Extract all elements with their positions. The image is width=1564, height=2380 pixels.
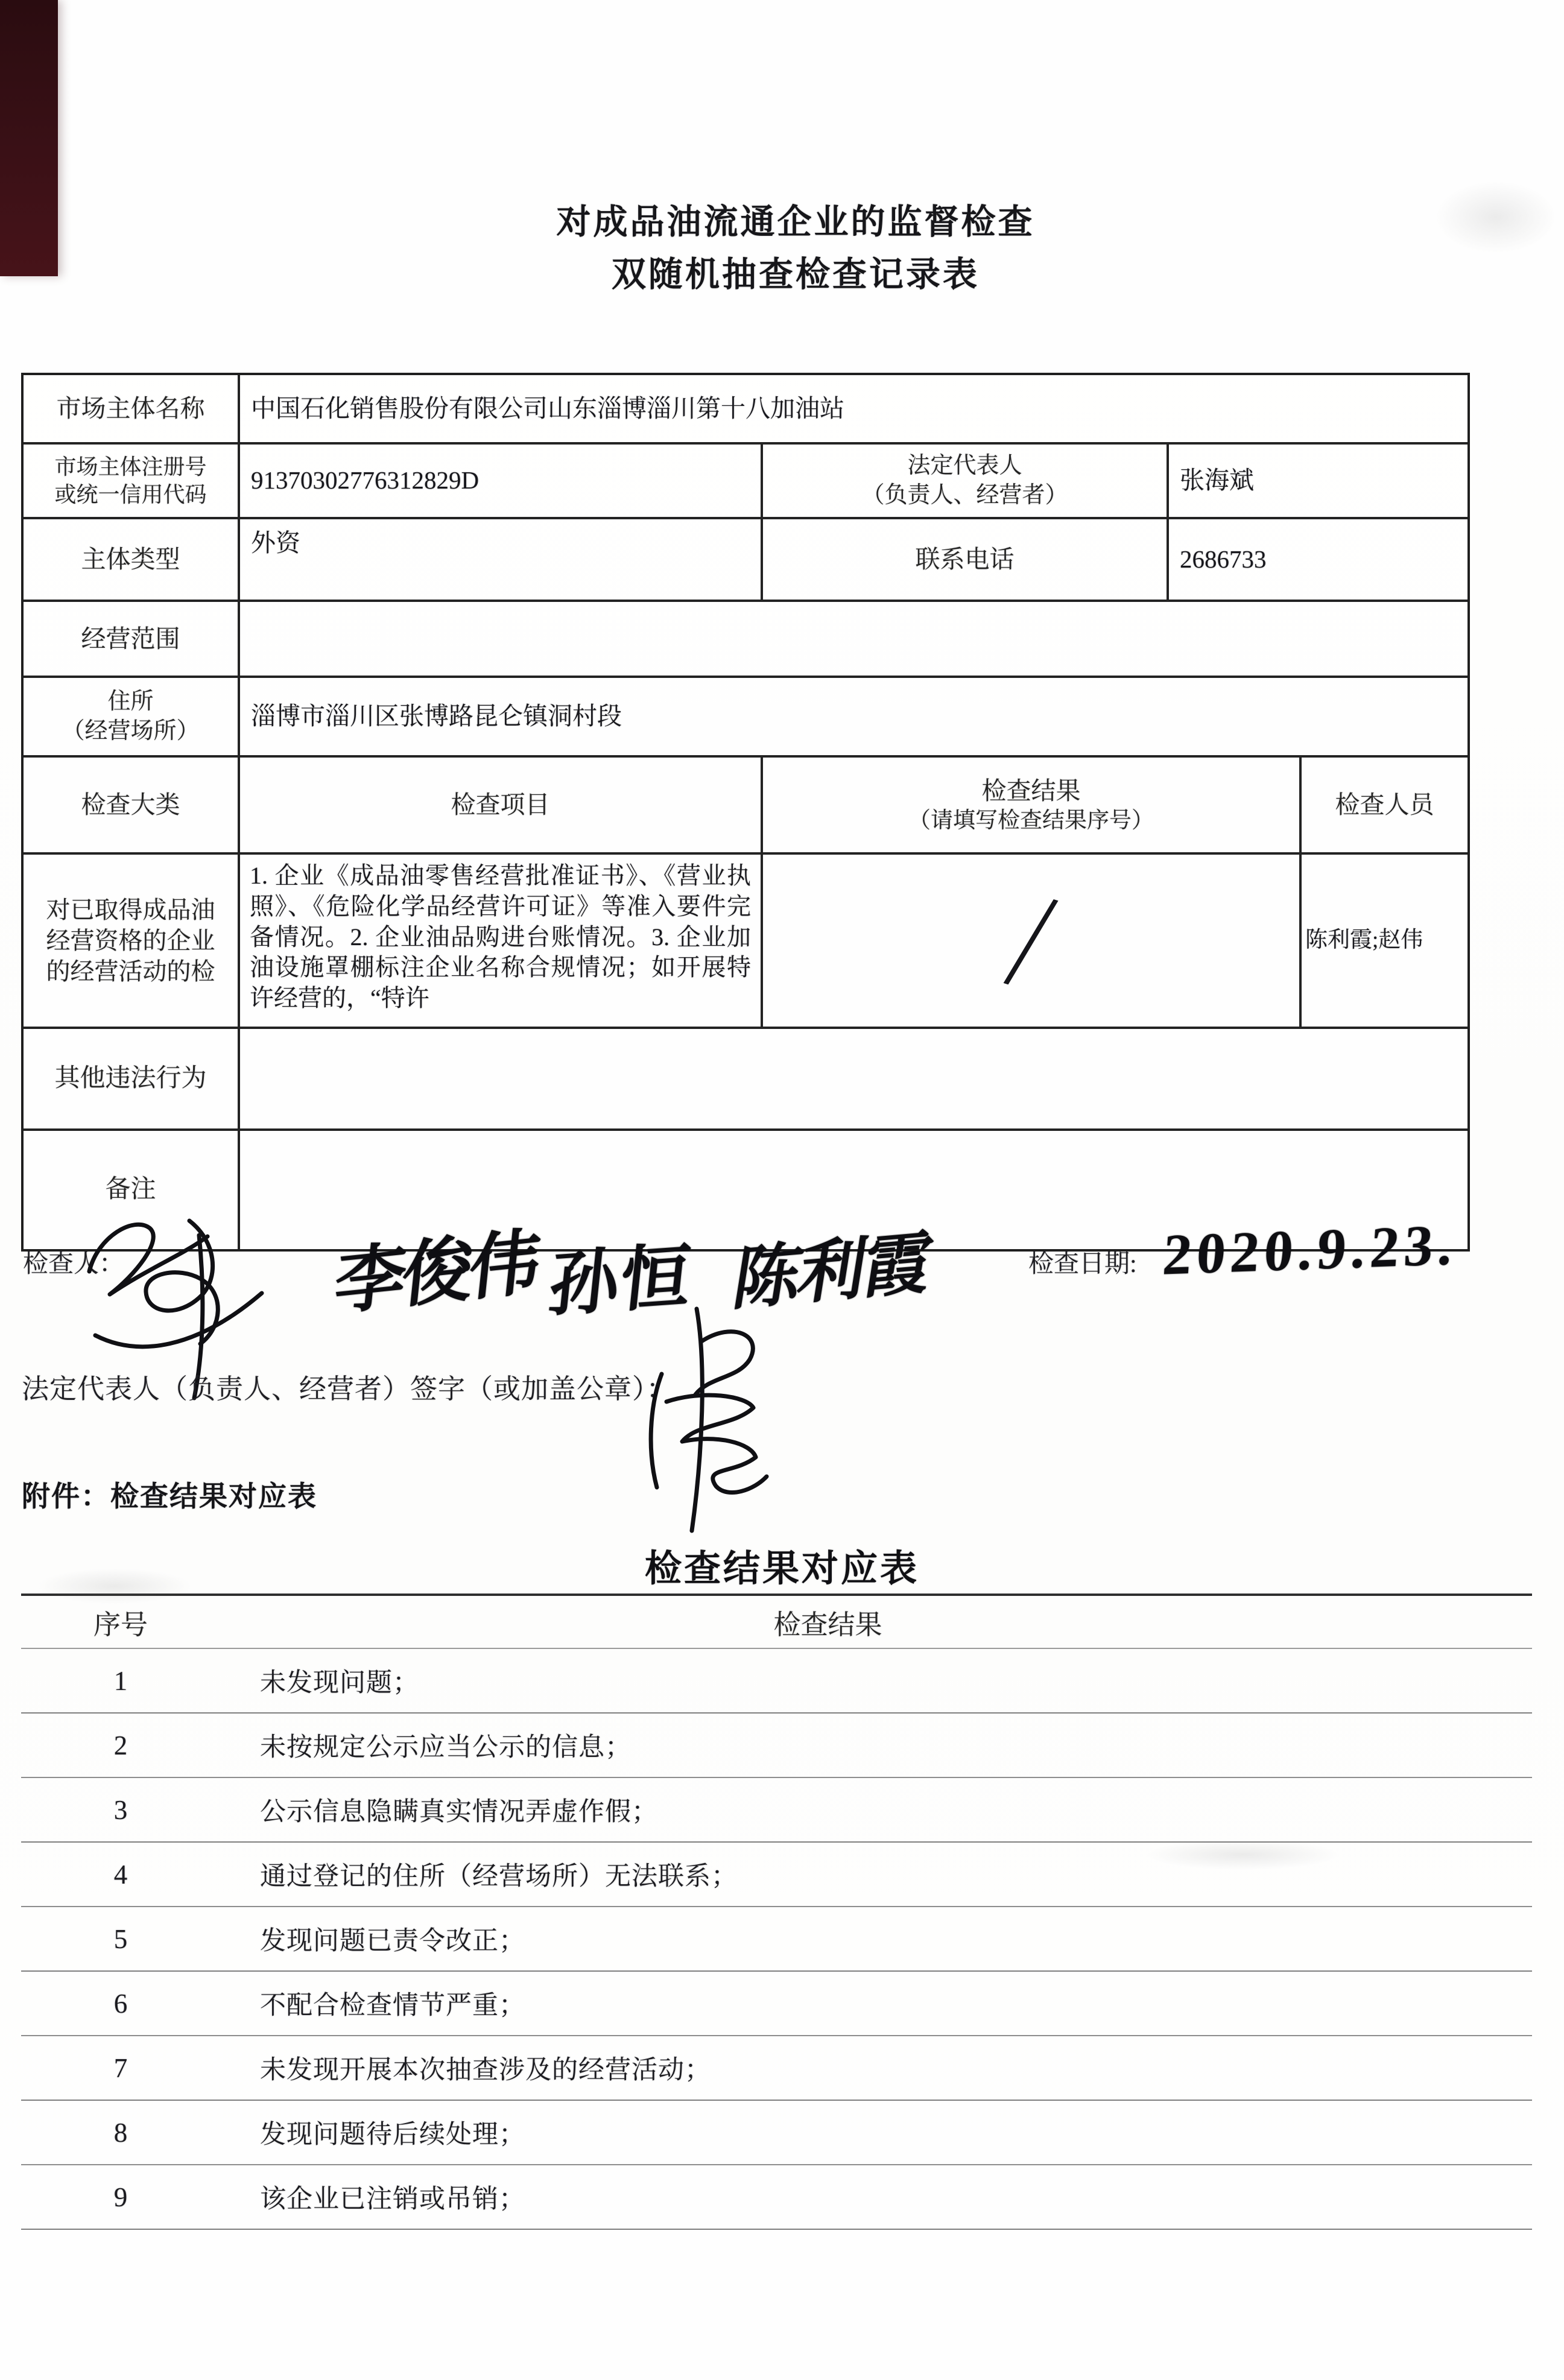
- address-label-line1: 住所: [107, 689, 154, 715]
- scan-smudge: [1436, 181, 1556, 253]
- reg-no-label-cell: [24, 445, 238, 517]
- legal-rep-signature-scribble: [624, 1303, 787, 1538]
- entity-type-value-cell: [238, 519, 761, 600]
- result-table-header: [21, 1594, 1532, 1649]
- phone-label-cell: [761, 519, 1167, 600]
- business-scope-value: [240, 636, 262, 641]
- result-row-text: 发现问题已责令改正；: [260, 1927, 525, 1955]
- address-value-cell: [238, 678, 1467, 755]
- header-inspector-cell: [1299, 758, 1467, 852]
- market-name-label-cell: [24, 375, 238, 442]
- result-row-text: 未发现问题；: [260, 1669, 419, 1697]
- inspector-signature-4: 陈利霞: [727, 1225, 935, 1319]
- other-illegal-label: 其他违法行为: [54, 1064, 207, 1092]
- reg-no-label-line1: 市场主体注册号: [54, 454, 207, 479]
- result-col-no: 序号: [93, 1609, 148, 1640]
- attachment-note: 附件：检查结果对应表: [22, 1481, 317, 1513]
- inspector-signature-3: 孙恒: [545, 1238, 696, 1326]
- row-business-scope: [24, 600, 1467, 676]
- inspector-signature-2: 李俊伟: [331, 1222, 541, 1324]
- header-result: [908, 775, 1154, 835]
- inspection-category-cell: [24, 855, 238, 1027]
- header-result-cell: [761, 758, 1299, 852]
- legal-rep-value: 张海斌: [1180, 466, 1254, 495]
- result-row-no: 4: [113, 1859, 128, 1890]
- entity-type-label: 主体类型: [81, 545, 180, 574]
- header-inspector: 检查人员: [1335, 791, 1434, 819]
- result-row-text: 未发现开展本次抽查涉及的经营活动；: [260, 2056, 711, 2084]
- result-row-8: [21, 2101, 1532, 2165]
- inspection-items: 1. 企业《成品油零售经营批准证书》、《营业执照》、《危险化学品经营许可证》等准入要件完备情况。2. 企业油品购进台账情况。3. 企业加油设施罩棚标注企业名称合规情况；如开展特许经营的，“特许: [250, 862, 751, 1012]
- form-table: [21, 373, 1470, 1252]
- result-row-no: 9: [113, 2182, 128, 2212]
- inspection-inspectors: 陈利霞;赵伟: [1305, 928, 1423, 953]
- result-col-result: 检查结果: [773, 1609, 882, 1640]
- address-label: [62, 687, 199, 745]
- reg-no-value: 91370302776312829D: [251, 466, 480, 495]
- legal-rep-label-line2: （负责人、经营者）: [861, 483, 1068, 508]
- legal-rep-value-cell: [1167, 445, 1467, 517]
- result-row-no: 1: [113, 1665, 128, 1696]
- result-table: [21, 1594, 1532, 2230]
- inspection-date-label: 检查日期:: [1028, 1250, 1137, 1278]
- inspection-inspectors-cell: [1299, 855, 1467, 1027]
- header-category: 检查大类: [81, 791, 180, 819]
- legal-rep-label-cell: [761, 445, 1167, 517]
- result-row-6: [21, 1972, 1532, 2036]
- result-row-text: 通过登记的住所（经营场所）无法联系；: [260, 1863, 738, 1891]
- address-label-line2: （经营场所）: [62, 718, 200, 744]
- result-row-no: 8: [113, 2117, 128, 2148]
- inspection-date-value: 2020.9.23.: [1160, 1212, 1460, 1287]
- entity-type-value: 外资: [251, 529, 300, 557]
- header-item: 检查项目: [451, 791, 550, 819]
- header-category-cell: [24, 758, 238, 852]
- result-row-text: 公示信息隐瞒真实情况弄虚作假；: [260, 1798, 658, 1826]
- inspection-result-cell: [761, 855, 1299, 1027]
- page-title: [27, 197, 1564, 301]
- row-registration: [24, 442, 1467, 517]
- market-name-label: 市场主体名称: [56, 394, 205, 423]
- reg-no-value-cell: [238, 445, 761, 517]
- row-other-illegal: [24, 1027, 1467, 1128]
- scan-smudge: [1146, 1840, 1339, 1870]
- page-title-line2: 双随机抽查检查记录表: [612, 255, 980, 294]
- legal-rep-label-line1: 法定代表人: [907, 453, 1022, 479]
- scan-smudge: [36, 1568, 193, 1604]
- business-scope-label: 经营范围: [81, 624, 180, 653]
- phone-value-cell: [1167, 519, 1467, 600]
- result-row-5: [21, 1907, 1532, 1972]
- row-market-name: [24, 375, 1467, 442]
- row-entity-type: [24, 517, 1467, 600]
- other-illegal-value-cell: [238, 1029, 1467, 1128]
- reg-no-label: [54, 453, 206, 508]
- address-label-cell: [24, 678, 238, 755]
- header-result-line1: 检查结果: [981, 776, 1081, 805]
- other-illegal-value: [240, 1077, 262, 1081]
- result-row-1: [21, 1649, 1532, 1714]
- result-row-no: 3: [113, 1794, 128, 1825]
- market-name-value-cell: [238, 375, 1467, 442]
- remarks-label: 备注: [105, 1176, 156, 1204]
- result-row-text: 不配合检查情节严重；: [260, 1992, 525, 2020]
- result-row-text: 发现问题待后续处理；: [260, 2121, 525, 2149]
- inspector-signature-label: 检查人：: [23, 1250, 125, 1278]
- result-row-no: 6: [113, 1988, 128, 2019]
- phone-value: 2686733: [1180, 545, 1267, 573]
- result-row-7: [21, 2036, 1532, 2101]
- result-row-no: 7: [113, 2052, 128, 2083]
- inspection-category: 对已取得成品油经营资格的企业的经营活动的检: [46, 896, 215, 986]
- inspection-items-cell: [238, 855, 761, 1027]
- row-inspection: [24, 852, 1467, 1027]
- handwritten-result-mark: /: [995, 861, 1068, 1019]
- result-row-no: 5: [113, 1923, 128, 1954]
- entity-type-label-cell: [24, 519, 238, 600]
- result-row-text: 该企业已注销或吊销；: [260, 2185, 525, 2214]
- result-row-3: [21, 1778, 1532, 1843]
- result-row-2: [21, 1714, 1532, 1778]
- market-name-value: 中国石化销售股份有限公司山东淄博淄川第十八加油站: [251, 394, 844, 422]
- result-row-9: [21, 2165, 1532, 2230]
- row-section-headers: [24, 755, 1467, 852]
- business-scope-value-cell: [238, 602, 1467, 676]
- reg-no-label-line2: 或统一信用代码: [54, 483, 207, 507]
- legal-rep-label: [861, 451, 1068, 510]
- address-value: 淄博市淄川区张博路昆仑镇洞村段: [251, 702, 622, 730]
- business-scope-label-cell: [24, 602, 238, 676]
- result-table-title: 检查结果对应表: [644, 1549, 919, 1589]
- page-title-line1: 对成品油流通企业的监督检查: [556, 203, 1035, 241]
- remarks-value: [240, 1188, 262, 1192]
- header-item-cell: [238, 758, 761, 852]
- other-illegal-label-cell: [24, 1029, 238, 1128]
- result-row-no: 2: [113, 1730, 128, 1761]
- header-result-line2: （请填写检查结果序号）: [908, 808, 1154, 834]
- result-row-text: 未按规定公示应当公示的信息；: [260, 1733, 632, 1762]
- phone-label: 联系电话: [915, 545, 1015, 574]
- legal-rep-sign-label: 法定代表人（负责人、经营者）签字（或加盖公章）：: [22, 1374, 674, 1404]
- row-address: [24, 676, 1467, 755]
